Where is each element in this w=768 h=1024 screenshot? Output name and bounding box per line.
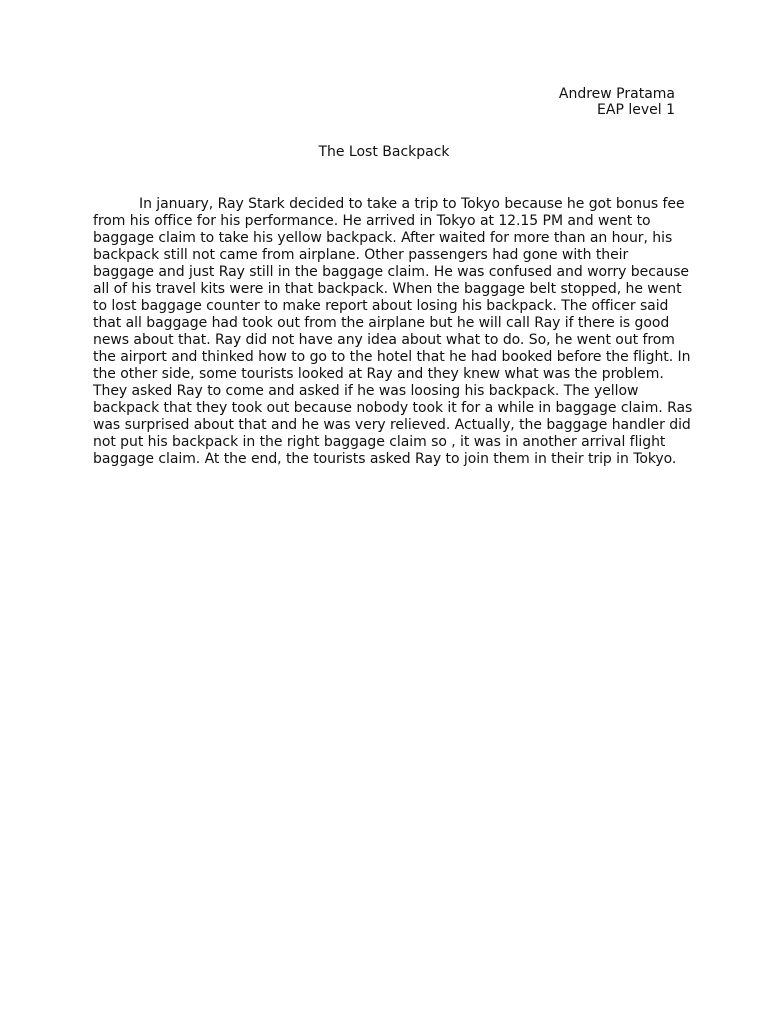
header-block [559,86,675,118]
body-paragraph: In january, Ray Stark decided to take a trip to Tokyo because he got bonus fee from his office for his performance. He arrived in Tokyo at 12.15 PM and went to baggage claim to take his yellow backpack. After waited for more than an hour, his backpack still not came from airplane. Other passengers had gone with their baggage and just Ray still in the baggage claim. He was confused and worry because all of his travel kits were in that backpack. When the baggage belt stopped, he went to lost baggage counter to make report about losing his backpack. The officer said that all baggage had took out from the airplane but he will call Ray if there is good news about that. Ray did not have any idea about what to do. So, he went out from the airport and thinked how to go to the hotel that he had booked before the flight. In the other side, some tourists looked at Ray and they knew what was the problem. They asked Ray to come and asked if he was loosing his backpack. The yellow backpack that they took out because nobody took it for a while in baggage claim. Ras was surprised about that and he was very relieved. Actually, the baggage handler did not put his backpack in the right baggage claim so , it was in another arrival flight baggage claim. At the end, the tourists asked Ray to join them in their trip in Tokyo. [93,196,693,467]
author-name: Andrew Pratama [558,86,675,102]
document-title: The Lost Backpack [318,144,450,160]
course-level: EAP level 1 [597,102,675,118]
